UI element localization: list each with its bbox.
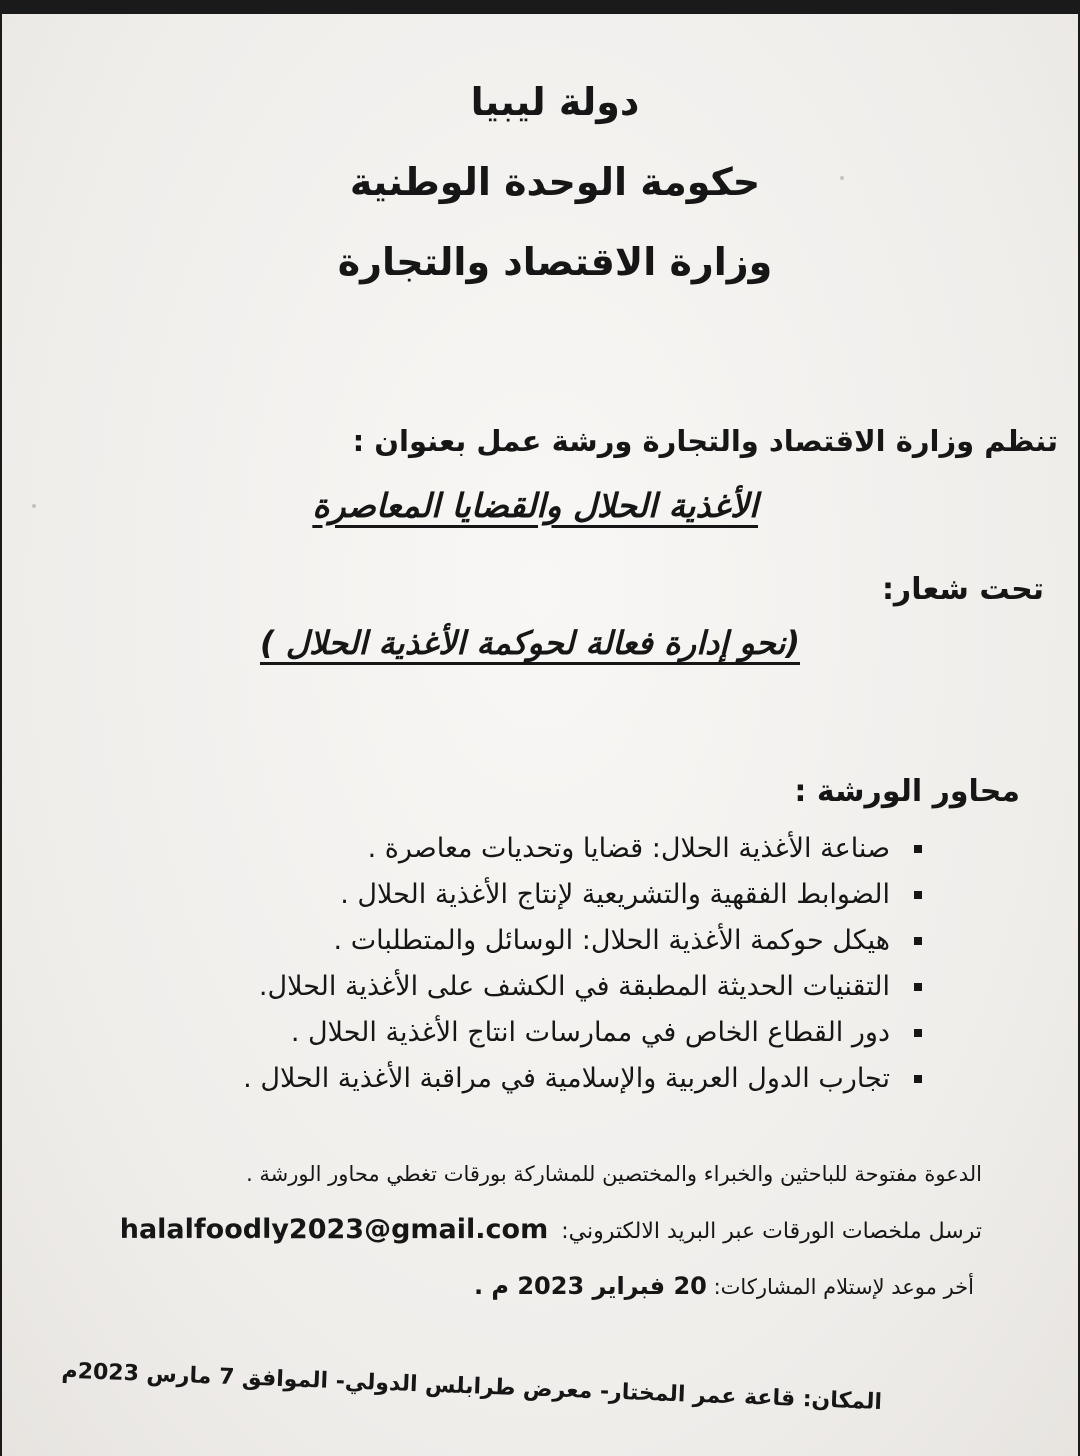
submission-line <box>120 1214 982 1245</box>
submission-text: ترسل ملخصات الورقات عبر البريد الالكتروني: <box>561 1219 982 1244</box>
list-item <box>243 826 922 872</box>
government-heading: حكومة الوحدة الوطنية <box>349 160 761 204</box>
square-bullet-icon <box>914 937 922 945</box>
venue-text: المكان: قاعة عمر المختار- معرض طرابلس الدولي- الموافق 7 مارس 2023م <box>61 1358 883 1415</box>
workshop-title: الأغذية الحلال والقضايا المعاصرة <box>312 486 758 525</box>
intro-text: تنظم وزارة الاقتصاد والتجارة ورشة عمل بعنوان : <box>352 424 1058 458</box>
axis-text: تجارب الدول العربية والإسلامية في مراقبة الأغذية الحلال . <box>243 1063 890 1094</box>
country-heading: دولة ليبيا <box>470 80 640 124</box>
axis-text: الضوابط الفقهية والتشريعية لإنتاج الأغذية الحلال . <box>340 879 890 910</box>
ministry-heading: وزارة الاقتصاد والتجارة <box>337 240 773 284</box>
email-link[interactable]: halalfoodly2023@gmail.com <box>119 1214 549 1245</box>
list-item <box>243 1010 922 1056</box>
axis-text: التقنيات الحديثة المطبقة في الكشف على الأغذية الحلال. <box>258 971 890 1002</box>
slogan-label: تحت شعار: <box>881 572 1044 607</box>
square-bullet-icon <box>914 891 922 899</box>
paper-speck <box>32 504 36 508</box>
invitation-text: الدعوة مفتوحة للباحثين والخبراء والمختصين للمشاركة بورقات تغطي محاور الورشة . <box>246 1162 982 1186</box>
document-page <box>2 14 1078 1456</box>
axis-text: صناعة الأغذية الحلال: قضايا وتحديات معاصرة . <box>367 833 890 864</box>
list-item <box>243 964 922 1010</box>
list-item <box>243 872 922 918</box>
square-bullet-icon <box>914 1029 922 1037</box>
list-item <box>243 918 922 964</box>
slogan-text: (نحو إدارة فعالة لحوكمة الأغذية الحلال ) <box>259 624 800 662</box>
deadline-date: 20 فبراير 2023 م . <box>473 1272 707 1300</box>
list-item <box>243 1056 922 1102</box>
square-bullet-icon <box>914 845 922 853</box>
square-bullet-icon <box>914 983 922 991</box>
axes-heading: محاور الورشة : <box>794 774 1020 809</box>
axis-text: دور القطاع الخاص في ممارسات انتاج الأغذية الحلال . <box>290 1017 890 1048</box>
deadline-line <box>474 1272 974 1300</box>
deadline-text: أخر موعد لإستلام المشاركات: <box>713 1275 974 1299</box>
axis-text: هيكل حوكمة الأغذية الحلال: الوسائل والمتطلبات . <box>333 925 890 956</box>
paper-speck <box>840 176 844 180</box>
axes-list <box>243 826 922 1102</box>
square-bullet-icon <box>914 1075 922 1083</box>
